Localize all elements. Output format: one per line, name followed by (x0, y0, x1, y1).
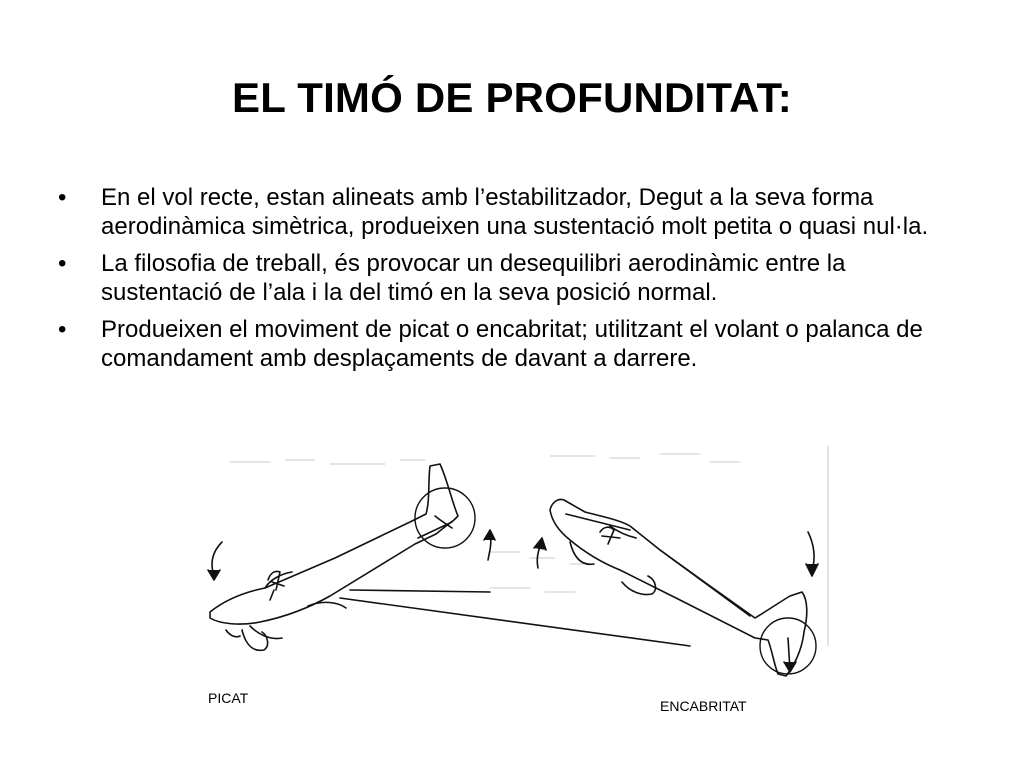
elevator-diagram (190, 440, 840, 690)
bullet-text: Produeixen el moviment de picat o encabritat; utilitzant el volant o palanca de comandament amb desplaçaments de davant a darrere. (101, 316, 923, 372)
bullet-icon: • (58, 184, 67, 211)
scan-texture (230, 446, 828, 646)
bullet-icon: • (58, 316, 67, 343)
caption-encabritat: ENCABRITAT (660, 698, 747, 714)
airplane-picat (208, 464, 690, 650)
bullet-item (58, 183, 968, 241)
airplane-encabritat (534, 499, 818, 676)
bullet-item (58, 249, 968, 307)
bullet-item (58, 315, 968, 373)
bullet-text: En el vol recte, estan alineats amb l’estabilitzador, Degut a la seva forma aerodinàmica simètrica, produeixen una sustentació molt petita o quasi nul·la. (101, 184, 929, 240)
caption-picat: PICAT (208, 690, 249, 706)
bullet-icon: • (58, 250, 67, 277)
slide-title: EL TIMÓ DE PROFUNDITAT: (232, 74, 792, 121)
bullet-list (58, 183, 968, 381)
elevator-illustration (190, 440, 840, 690)
bullet-text: La filosofia de treball, és provocar un desequilibri aerodinàmic entre la sustentació de l’ala i la del timó en la seva posició normal. (101, 250, 846, 306)
